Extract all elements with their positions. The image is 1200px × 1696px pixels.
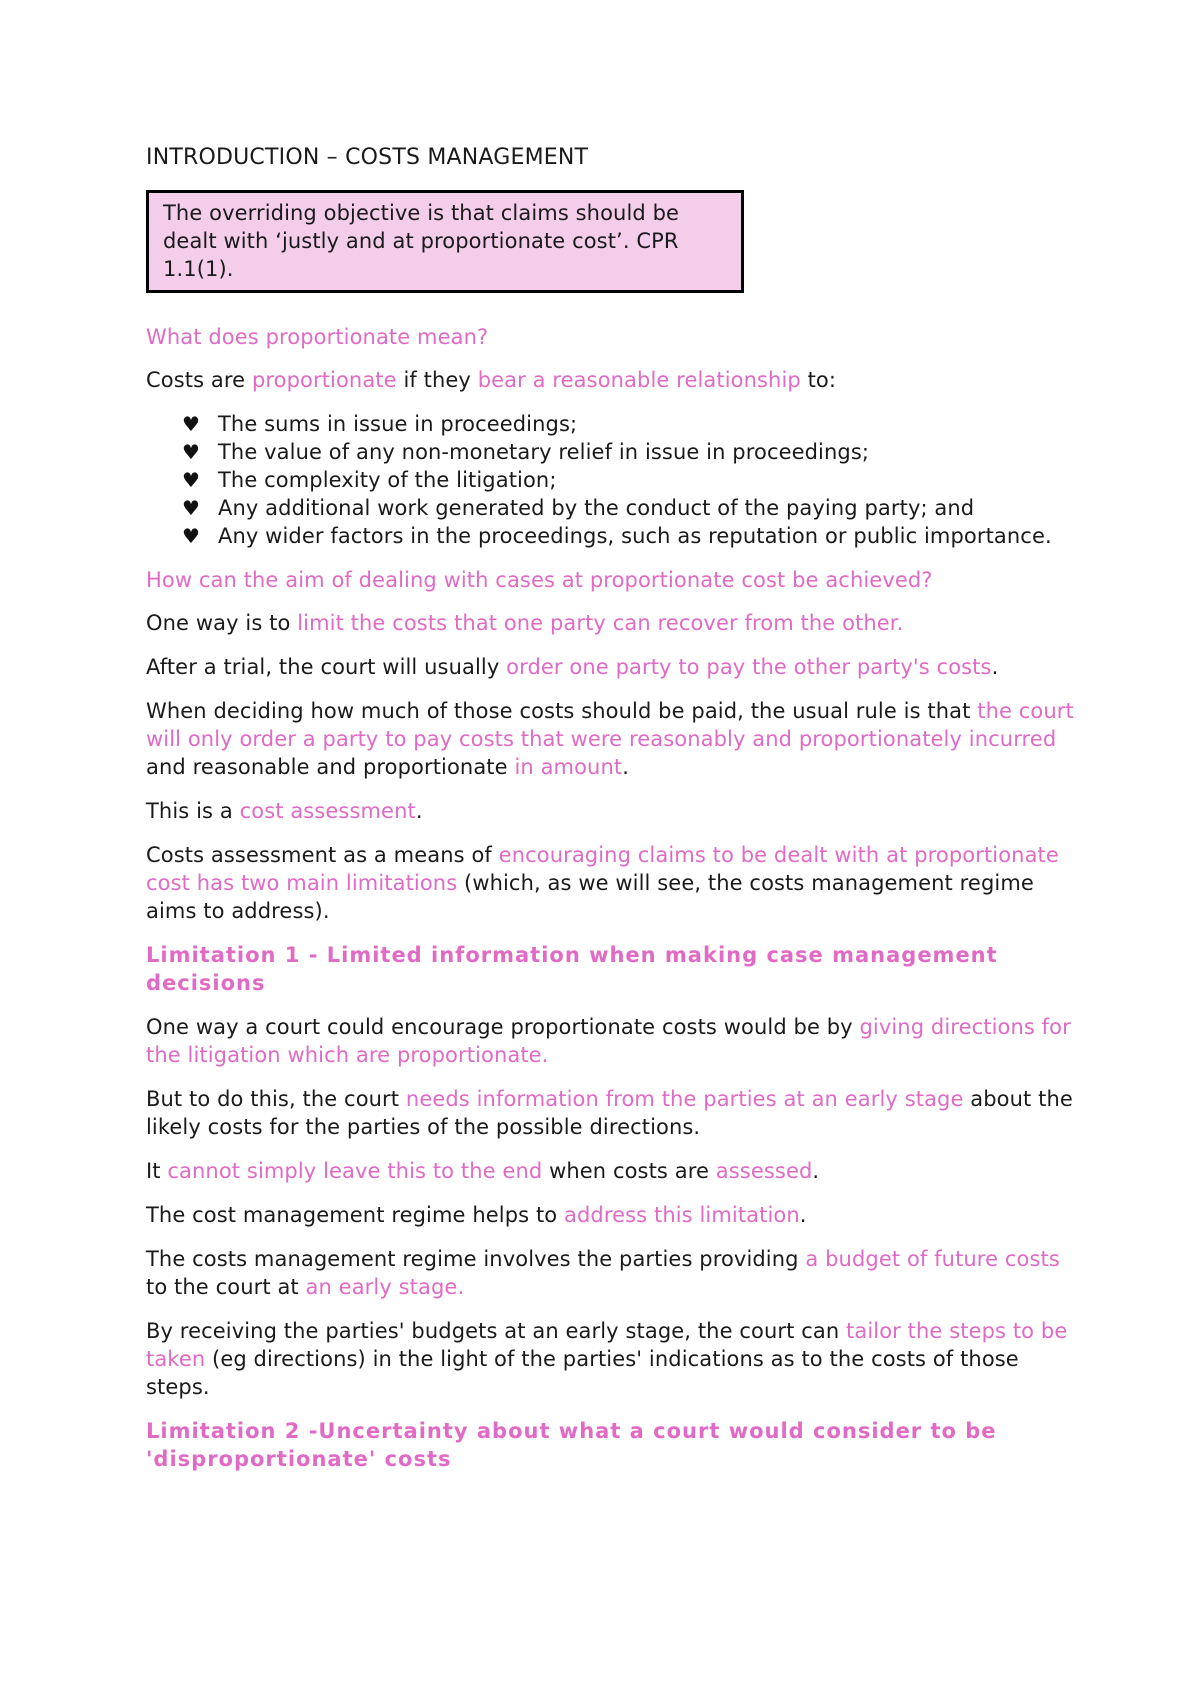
heart-bullet-icon: ♥ bbox=[182, 496, 201, 520]
heart-bullet-icon: ♥ bbox=[182, 412, 201, 436]
overriding-objective-callout: The overriding objective is that claims should be dealt with ‘justly and at proportionate cost’. CPR 1.1(1). bbox=[146, 190, 744, 293]
paragraph-when-deciding: When deciding how much of those costs should be paid, the usual rule is that the court will only order a party to pay costs that were reasonably and proportionately incurred and reasonable and proportionate in amount. bbox=[146, 699, 1074, 779]
highlight-proportionate: proportionate bbox=[251, 368, 397, 392]
paragraph-regime-helps: The cost management regime helps to address this limitation. bbox=[146, 1203, 807, 1227]
heading-limitation-2: Limitation 2 -Uncertainty about what a court would consider to be 'disproportionate' costs bbox=[146, 1419, 997, 1471]
paragraph-one-way: One way is to limit the costs that one party can recover from the other. bbox=[146, 611, 904, 635]
heart-bullet-icon: ♥ bbox=[182, 468, 201, 492]
paragraph-but-to-do: But to do this, the court needs information from the parties at an early stage about the likely costs for the parties of the possible directions. bbox=[146, 1087, 1073, 1139]
question-proportionate: What does proportionate mean? bbox=[146, 325, 489, 349]
paragraph-assessment-limitations: Costs assessment as a means of encouraging claims to be dealt with at proportionate cost has two main limitations (which, as we will see, the costs management regime aims to address). bbox=[146, 843, 1059, 923]
list-item: ♥ The sums in issue in proceedings; bbox=[182, 412, 578, 436]
document-page bbox=[146, 144, 1076, 1489]
paragraph-costs-proportionate: Costs are proportionate if they bear a reasonable relationship to: bbox=[146, 368, 837, 392]
paragraph-regime-involves: The costs management regime involves the parties providing a budget of future costs to the court at an early stage. bbox=[146, 1247, 1060, 1299]
paragraph-receiving-budgets: By receiving the parties' budgets at an early stage, the court can tailor the steps to be taken (eg directions) in the light of the parties' indications as to the costs of those steps. bbox=[146, 1319, 1068, 1399]
list-item: ♥ Any additional work generated by the conduct of the paying party; and bbox=[182, 496, 975, 520]
paragraph-cost-assessment: This is a cost assessment. bbox=[146, 799, 423, 823]
paragraph-cannot-leave: It cannot simply leave this to the end when costs are assessed. bbox=[146, 1159, 820, 1183]
highlight-reasonable-relationship: bear a reasonable relationship bbox=[477, 368, 801, 392]
heart-bullet-icon: ♥ bbox=[182, 440, 201, 464]
proportionality-factors-list bbox=[146, 410, 1076, 550]
page-title: INTRODUCTION – COSTS MANAGEMENT bbox=[146, 145, 589, 170]
list-item: ♥ The complexity of the litigation; bbox=[182, 468, 557, 492]
paragraph-one-way-court: One way a court could encourage proportionate costs would be by giving directions for the litigation which are proportionate. bbox=[146, 1015, 1071, 1067]
question-how-achieved: How can the aim of dealing with cases at proportionate cost be achieved? bbox=[146, 568, 933, 592]
list-item: ♥ The value of any non-monetary relief in issue in proceedings; bbox=[182, 440, 870, 464]
heading-limitation-1: Limitation 1 - Limited information when making case management decisions bbox=[146, 943, 998, 995]
heart-bullet-icon: ♥ bbox=[182, 524, 201, 548]
list-item: ♥ Any wider factors in the proceedings, such as reputation or public importance. bbox=[182, 524, 1052, 548]
paragraph-after-trial: After a trial, the court will usually order one party to pay the other party's costs. bbox=[146, 655, 999, 679]
